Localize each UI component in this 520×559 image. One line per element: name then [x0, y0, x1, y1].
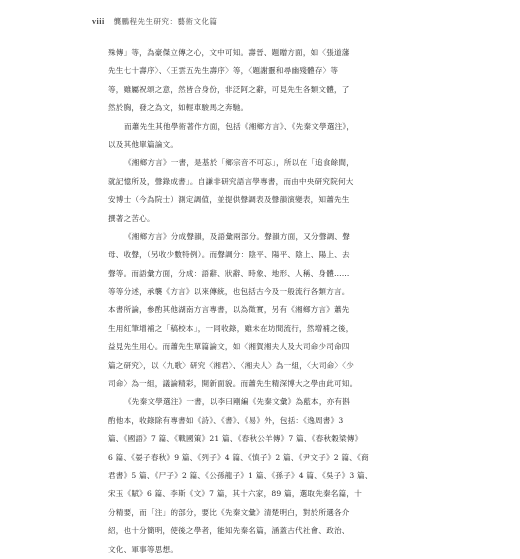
text-line: 篇之研究〉，以〈九歌〉研究〈湘君〉、〈湘夫人〉為一組，〈大司命〉〈少	[108, 360, 354, 370]
text-line: 6 篇、《晏子春秋》9 篇、《列子》4 篇、《慎子》2 篇、《尹文子》2 篇、《商	[108, 452, 369, 462]
body-text	[108, 44, 430, 559]
text-line: 《先秦文學選注》一書，以李曰剛編《先秦文彙》為藍本，亦有斟	[124, 397, 351, 407]
text-line: 生用紅筆增補之「稿校本」，一同收錄，雖未在坊間流行，然增補之後，	[108, 323, 354, 333]
paragraph	[108, 228, 430, 394]
text-line: 益見先生用心。而蕭先生單篇論文，如〈湘賀湘夫人及大司命少司命四	[108, 342, 350, 352]
text-line: 以及其他單篇論文。	[108, 139, 179, 149]
text-line: 撰著之苦心。	[108, 213, 155, 223]
text-line: 《湘鄉方言》一書，是基於「鄉宗音不可忘」，所以在「追食餘間，	[124, 158, 355, 168]
text-line: 先生七十壽序〉、〈王雲五先生壽序〉等，〈題謝靈和尋幽殘體存〉等	[108, 66, 339, 76]
text-line: 本書所論，參酌其他湖南方言專書，以為徵實，另有《湘鄉方言》蕭先	[108, 305, 350, 315]
text-line: 紹，也十分簡明，使後之學者，能知先秦名篇，涵蓋古代社會、政治、	[108, 526, 350, 536]
text-line: 等等分述，承襲《方言》以來傳統，也包括古今及一般流行各類方言。	[108, 287, 350, 297]
page-number: viii	[92, 17, 105, 26]
text-line: 等，雖屬祝頌之意，然皆合身份，非泛阿之辭，可見先生各類文體，了	[108, 84, 350, 94]
text-line: 就記憶所及，聲錄成書」。自謙非研究語言學專書，而由中央研究院何大	[108, 176, 354, 186]
text-line: 司命〉為一組，議論精彩，開新面貌。而蕭先生精深博大之學由此可知。	[108, 379, 358, 389]
running-header	[92, 16, 218, 27]
text-line: 然於胸，發之為文，如輕車駿馬之奔馳。	[108, 103, 249, 113]
text-line: 宋玉《賦》6 篇、李斯《文》7 篇，其十六家，89 篇，選取先秦名篇，十	[108, 489, 362, 499]
text-line: 殊傳」等，為豪傑立傳之心，文中可知。壽晉、題贈方面，如〈張道藩	[108, 48, 350, 57]
text-line: 君書》5 篇、《尸子》2 篇、《公孫龍子》1 篇、《孫子》4 篇、《吳子》3 篇、	[108, 470, 373, 480]
text-line: 安博士（今為院士）測定調值，並提供聲調表及聲韻演變表，知蕭先生	[108, 195, 350, 205]
text-line: 而蕭先生其他學術著作方面，包括《湘鄉方言》、《先秦文學選注》，	[124, 121, 355, 131]
text-line: 《湘鄉方言》分成聲韻，及語彙兩部分。聲韻方面，又分聲調、聲	[124, 231, 351, 241]
paragraph	[108, 393, 430, 559]
paragraph	[108, 44, 430, 118]
text-line: 母、收聲，（另收少數特例）。而聲調分：陰平、陽平、陰上、陽上、去	[108, 250, 350, 260]
text-line: 分精要，而「注」的部分，要比《先秦文彙》清楚明白，對於所選各介	[108, 507, 350, 517]
text-line: 酌他本，收錄除有專書如《詩》、《書》、《易》外，包括：《逸周書》3	[108, 415, 344, 425]
text-line: 聲等。而語彙方面，分成：語辭、狀辭、時象、地形、人稱、身體……	[108, 268, 350, 278]
book-title: 龔鵬程先生研究：藝術文化篇	[113, 17, 218, 26]
paragraph	[108, 154, 430, 228]
text-line: 文化、軍事等思想。	[108, 544, 179, 554]
paragraph	[108, 118, 430, 155]
text-line: 篇、《國語》7 篇、《戰國策》21 篇、《春秋公羊傳》7 篇、《春秋穀梁傳》	[108, 434, 363, 444]
